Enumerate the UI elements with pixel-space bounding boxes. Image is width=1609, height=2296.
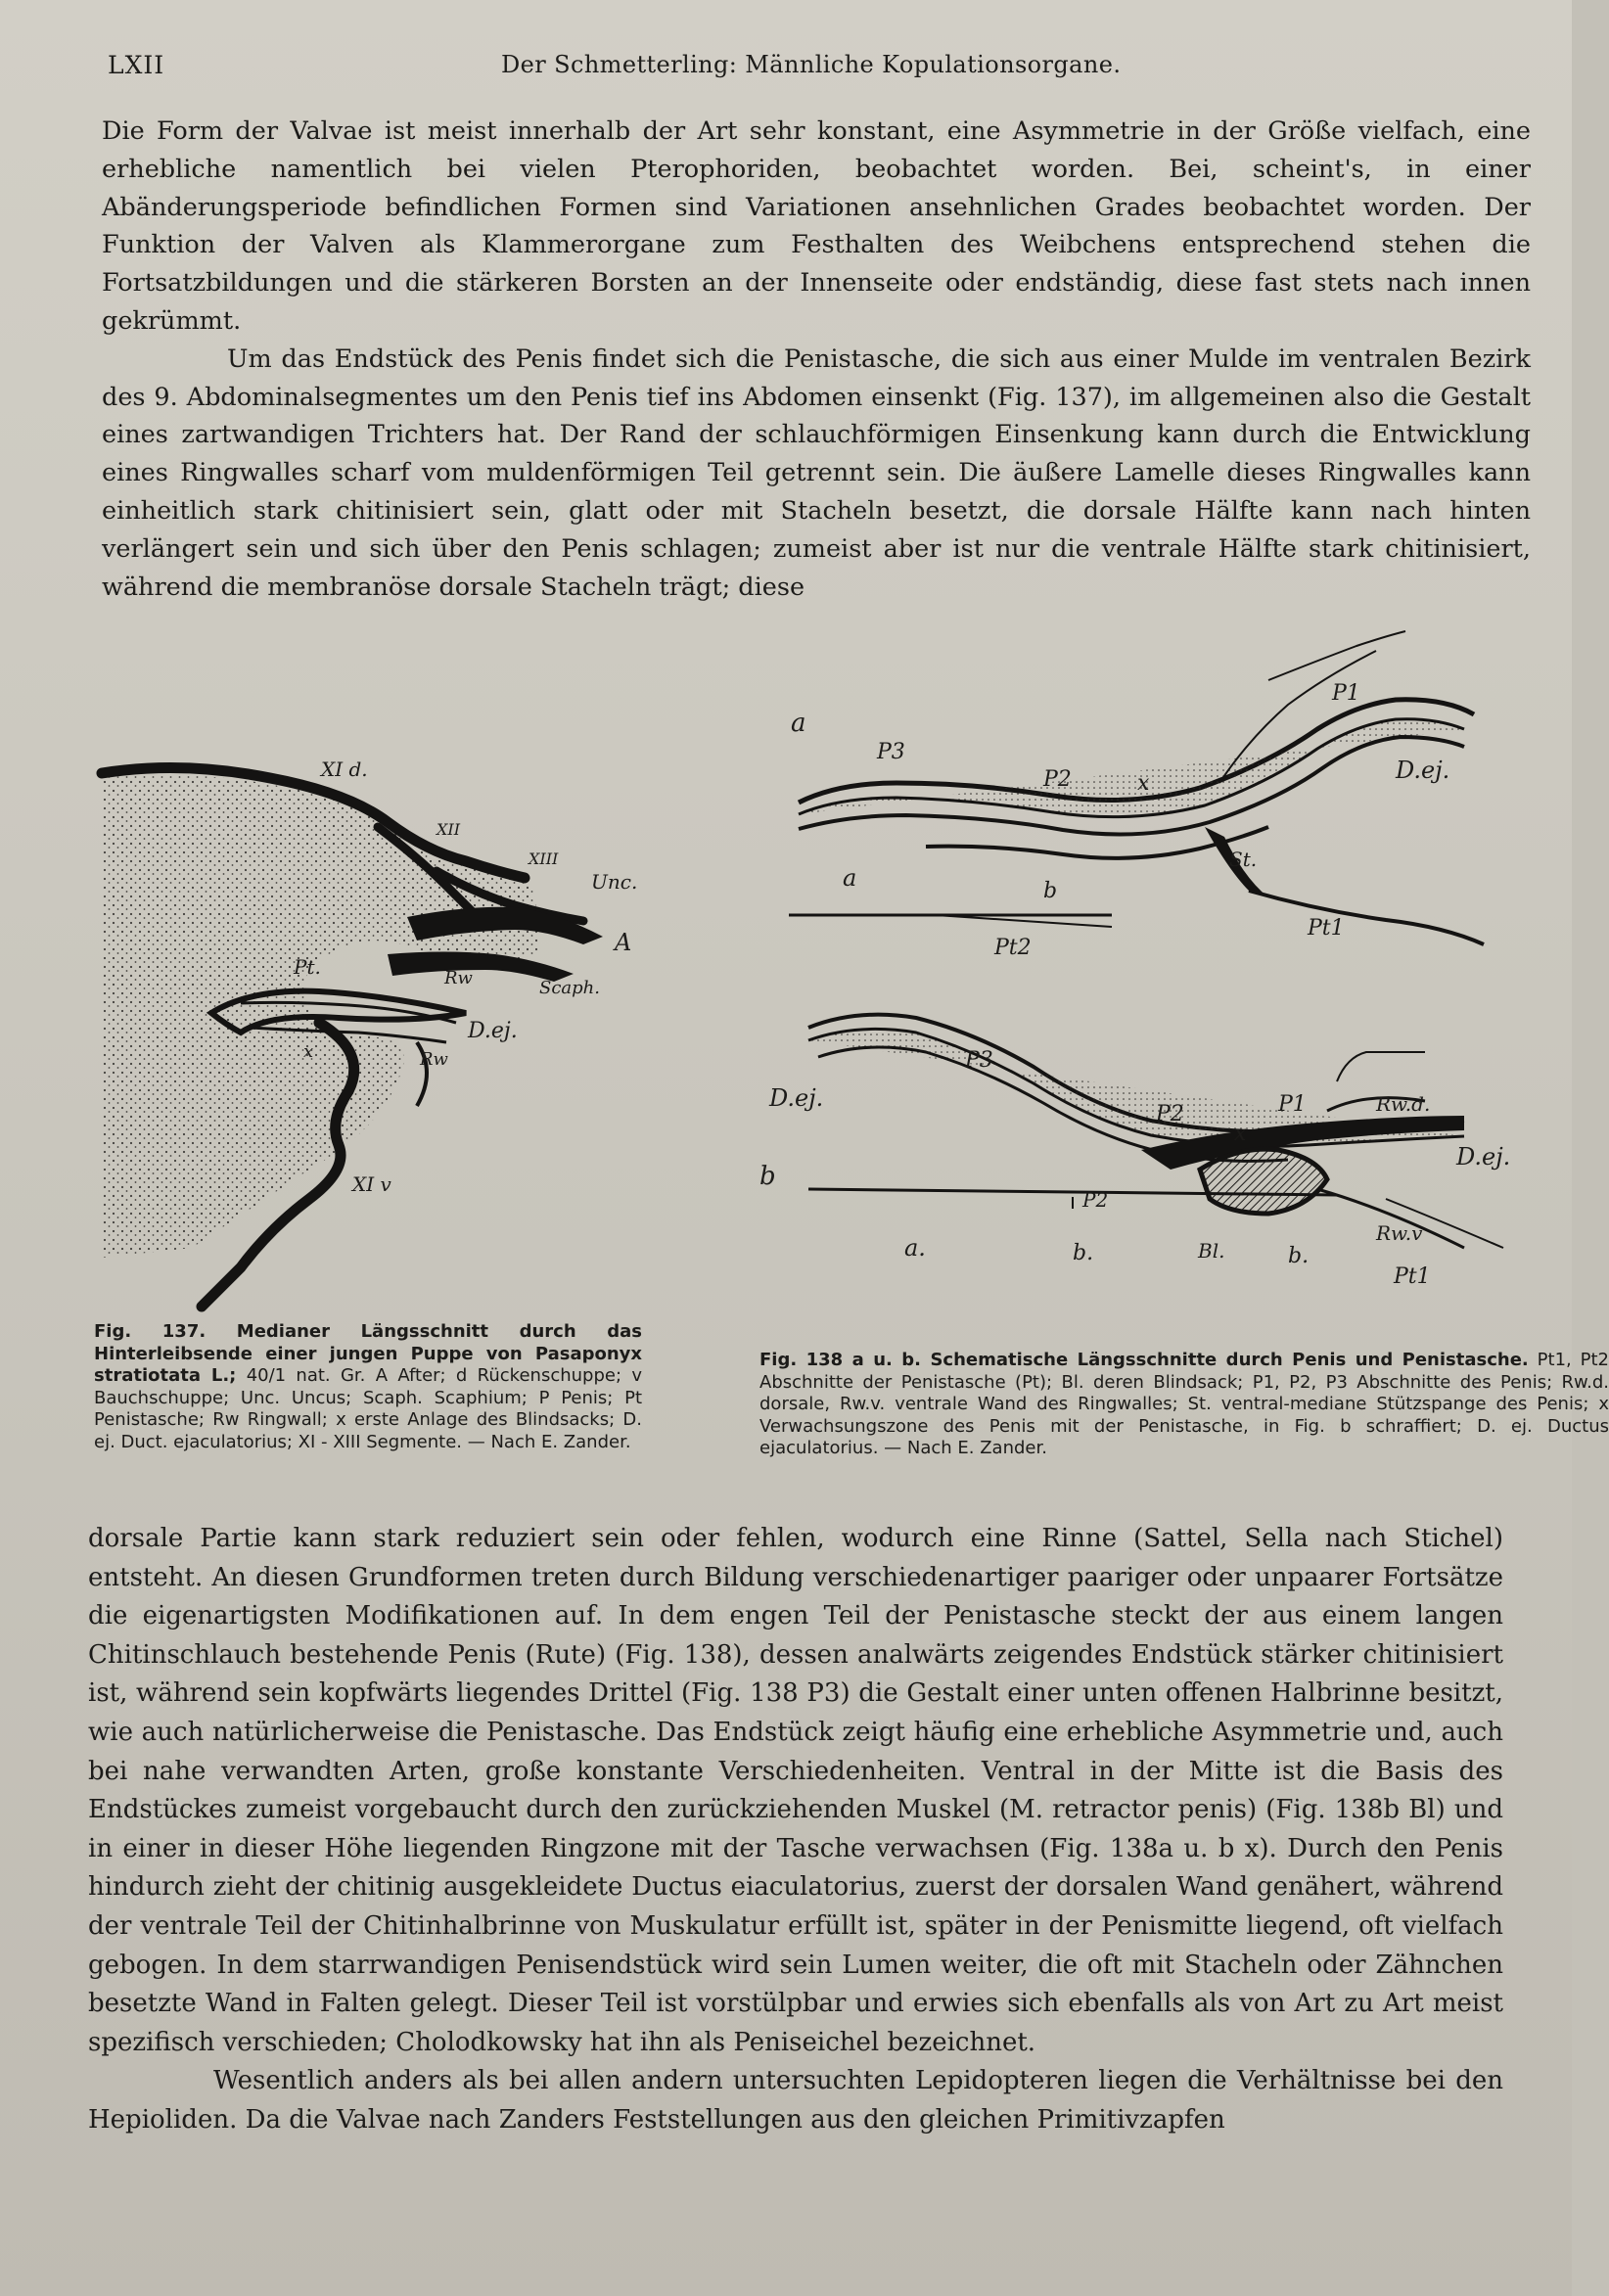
label-fig-a: a (791, 709, 806, 738)
label-b-wall: b (1043, 879, 1058, 903)
label-Rw-upper: Rw (444, 968, 473, 988)
label-Rwv: Rw.v (1376, 1221, 1423, 1245)
label-b-1: b. (1073, 1241, 1094, 1265)
label-Scaph: Scaph. (539, 978, 600, 998)
label-Dej-left: D.ej. (769, 1084, 824, 1112)
caption-body: Pt1, Pt2 Abschnitte der Penistasche (Pt); Bl. deren Blindsack; P1, P2, P3 Abschnitte des Penis; Rw.d. dorsale, Rw.v. ventrale Wand des Ringwalles; St. ventral-mediane Stützspange des Penis; x Verwachsungszone des Penis mit der Penistasche, in Fig. b schraffiert; D. ej. Ductus ejaculatorius. — Nach E. Zander. (759, 1350, 1609, 1459)
paragraph: Um das Endstück des Penis findet sich die Penistasche, die sich aus einer Mulde im ventralen Bezirk des 9. Abdominalsegmentes um den Penis tief ins Abdomen einsenkt (Fig. 137), im allgemeinen also die Gestalt eines zartwandigen Trichters hat. Der Rand der schlauchförmigen Einsenkung kann durch die Entwicklung eines Ringwalles scharf vom muldenförmigen Teil getrennt sein. Die äußere Lamelle dieses Ringwalles kann einheitlich stark chitinisiert sein, glatt oder mit Stacheln besetzt, die dorsale Hälfte kann nach hinten verlängert sein und sich über den Penis schlagen; zumeist aber ist nur die ventrale Hälfte stark chitinisiert, während die membranöse dorsale Stacheln trägt; diese (102, 344, 1531, 602)
label-Pt: Pt. (294, 955, 321, 979)
label-Dej: D.ej. (1396, 757, 1450, 784)
caption-title: Fig. 138 a u. b. Schematische Längsschnitte durch Penis und Penistasche. (759, 1350, 1529, 1370)
label-P3: P3 (965, 1048, 993, 1073)
caption-body: 40/1 nat. Gr. A After; d Rückenschuppe; v Bauchschuppe; Unc. Uncus; Scaph. Scaphium; P Penis; Pt Penistasche; Rw Ringwall; x erste Anlage des Blindsacks; D. ej. Duct. ejaculatorius; XI - XIII Segmente. — Nach E. Zander. (94, 1365, 642, 1452)
body-text-top (102, 113, 1531, 606)
label-Unc: Unc. (591, 870, 638, 894)
label-Bl: Bl. (1198, 1239, 1225, 1263)
paragraph: dorsale Partie kann stark reduziert sein oder fehlen, wodurch eine Rinne (Sattel, Sella nach Stichel) entsteht. An diesen Grundformen treten durch Bildung verschiedenartiger paariger oder unpaarer Fortsätze die eigenartigsten Modifikationen auf. In dem engen Teil der Penistasche steckt der aus einem langen Chitinschlauch bestehende Penis (Rute) (Fig. 138), dessen analwärts zeigendes Endstück stärker chitinisiert ist, während sein kopfwärts liegendes Drittel (Fig. 138 P3) die Gestalt einer unten offenen Halbrinne besitzt, wie auch natürlicherweise die Penistasche. Das Endstück zeigt häufig eine erhebliche Asymmetrie und, auch bei nahe verwandten Arten, große konstante Verschiedenheiten. Ventral in der Mitte ist die Basis des Endstückes zumeist vorgebaucht durch den zurückziehenden Muskel (M. retractor penis) (Fig. 138b Bl) und in einer in dieser Höhe liegenden Ringzone mit der Tasche verwachsen (Fig. 138a u. b x). Durch den Penis hindurch zieht der chitinig ausgekleidete Ductus eiaculatorius, zuerst der dorsalen Wand genähert, während der ventrale Teil der Chitinhalbrinne von Muskulatur erfüllt ist, später in der Penismitte liegend, oft vielfach gebogen. In dem starrwandigen Penisendstück wird sein Lumen weiter, die oft mit Stacheln oder Zähnchen besetzte Wand in Falten gelegt. Dieser Teil ist vorstülpbar und erwies sich ebenfalls als von Art zu Art meist spezifisch verschieden; Cholodkowsky hat ihn als Peniseichel bezeichnet. (88, 1524, 1503, 2057)
paragraph: Wesentlich anders als bei allen andern untersuchten Lepidopteren liegen die Verhältnisse bei den Hepioliden. Da die Valvae nach Zanders Feststellungen aus den gleichen Primitivzapfen (88, 2066, 1503, 2135)
body-text-bottom (88, 1520, 1503, 2140)
label-XII: XII (437, 820, 461, 839)
label-P1: P1 (1332, 681, 1360, 706)
label-P1: P1 (1278, 1092, 1307, 1117)
label-Rw-lower: Rw (420, 1049, 448, 1070)
label-a-wall: a (843, 864, 857, 892)
rwd-leader (1337, 1052, 1425, 1081)
figure-138b-drawing (759, 1015, 1510, 1289)
label-Pt2: Pt2 (994, 936, 1032, 960)
label-x: x (303, 1041, 314, 1062)
figures-illustration (94, 621, 1533, 1326)
label-XIv: XI v (352, 1172, 391, 1196)
label-P3: P3 (877, 740, 905, 764)
caption-fig-137 (94, 1321, 642, 1454)
label-P2: P2 (1156, 1102, 1184, 1126)
label-A: A (615, 929, 632, 956)
figure-138a-drawing (789, 631, 1484, 960)
label-P2: P2 (1043, 767, 1072, 792)
pt2-brace (936, 915, 1112, 927)
label-b-2: b. (1288, 1244, 1310, 1268)
label-a: a. (904, 1234, 926, 1262)
pocket-floor-line (1249, 891, 1484, 944)
paragraph: Die Form der Valvae ist meist innerhalb der Art sehr konstant, eine Asymmetrie in der Größe vielfach, eine erhebliche namentlich bei vielen Pterophoriden, beobachtet worden. Bei, scheint's, in einer Abänderungsperiode befindlichen Formen sind Variationen ansehnlichen Grades beobachtet worden. Der Funktion der Valven als Klammerorgane zum Festhalten des Weibchens entsprechend stehen die Fortsatzbildungen und die stärkeren Borsten an der Innenseite oder endständig, diese fast stets nach innen gekrümmt. (102, 116, 1531, 336)
label-Pt1: Pt1 (1394, 1264, 1431, 1289)
label-P2-low: P2 (1082, 1188, 1109, 1212)
caption-fig-138 (759, 1350, 1609, 1460)
label-Dej-right: D.ej. (1456, 1143, 1511, 1171)
label-XId: XI d. (321, 758, 368, 781)
page-header (108, 51, 1517, 90)
figure-area (94, 621, 1609, 1502)
label-x: x (1137, 771, 1150, 796)
label-Dej: D.ej. (468, 1019, 518, 1043)
label-fig-b: b (759, 1162, 776, 1191)
figure-137-drawing (102, 758, 637, 1307)
running-title: Der Schmetterling: Männliche Kopulationsorgane. (501, 51, 1122, 78)
label-Rwd: Rw.d. (1376, 1092, 1431, 1116)
label-x: x (1234, 1122, 1247, 1146)
label-St: St. (1229, 848, 1258, 871)
page-number: LXII (108, 51, 165, 79)
caption-title: Fig. 137. Medianer Längsschnitt durch das Hinterleibsende einer jungen Puppe von Pasaponyx stratiotata L.; (94, 1321, 642, 1387)
blindsack (1200, 1149, 1327, 1214)
penis-shaft (799, 719, 1464, 817)
label-Pt1: Pt1 (1308, 916, 1345, 941)
label-XIII: XIII (529, 850, 559, 868)
